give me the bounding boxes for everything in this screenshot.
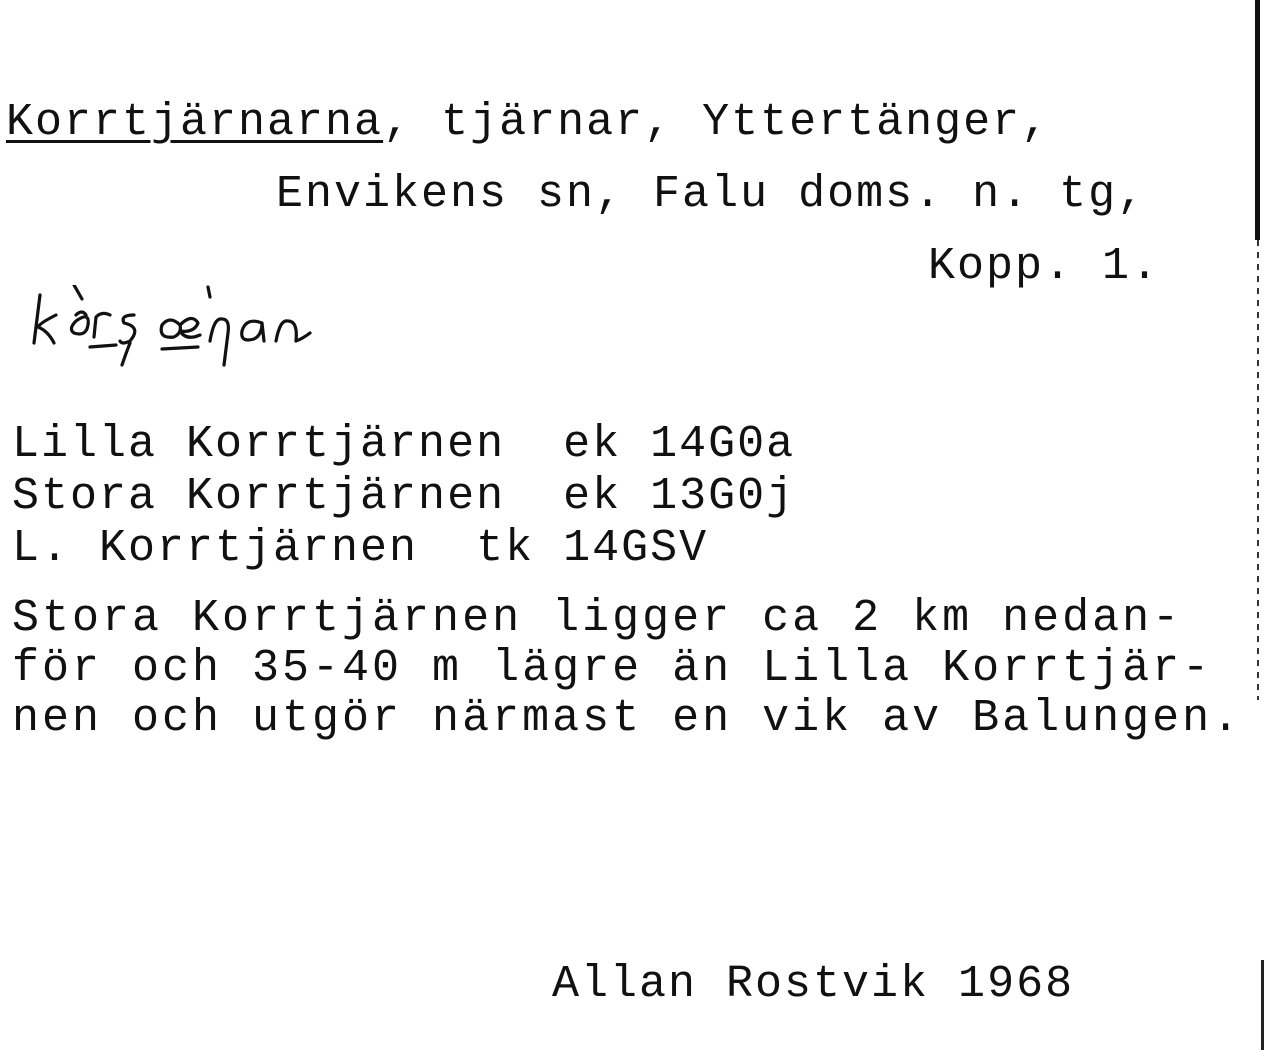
headword: Korrtjärnarna xyxy=(6,97,384,148)
entry-line: Lilla Korrtjärnen ek 14G0a xyxy=(12,419,796,470)
header-line-1-rest: , tjärnar, Yttertänger, xyxy=(383,97,1051,148)
description-line: Stora Korrtjärnen ligger ca 2 km nedan- xyxy=(12,593,1183,644)
description-line: för och 35-40 m lägre än Lilla Korrtjär- xyxy=(12,643,1213,694)
card-edge-dashed-line xyxy=(1257,240,1259,700)
header-line-1 xyxy=(6,98,1050,148)
description-line: nen och utgör närmast en vik av Balungen. xyxy=(12,693,1243,744)
header-line-3: Kopp. 1. xyxy=(928,241,1161,292)
card-edge-line xyxy=(1255,0,1260,240)
author-signature: Allan Rostvik 1968 xyxy=(552,959,1075,1010)
entry-line: L. Korrtjärnen tk 14GSV xyxy=(12,523,709,574)
card-edge-bottom-line xyxy=(1261,960,1264,1050)
handwritten-pronunciation xyxy=(30,285,350,375)
header-line-2: Envikens sn, Falu doms. n. tg, xyxy=(276,169,1147,220)
entry-line: Stora Korrtjärnen ek 13G0j xyxy=(12,471,796,522)
